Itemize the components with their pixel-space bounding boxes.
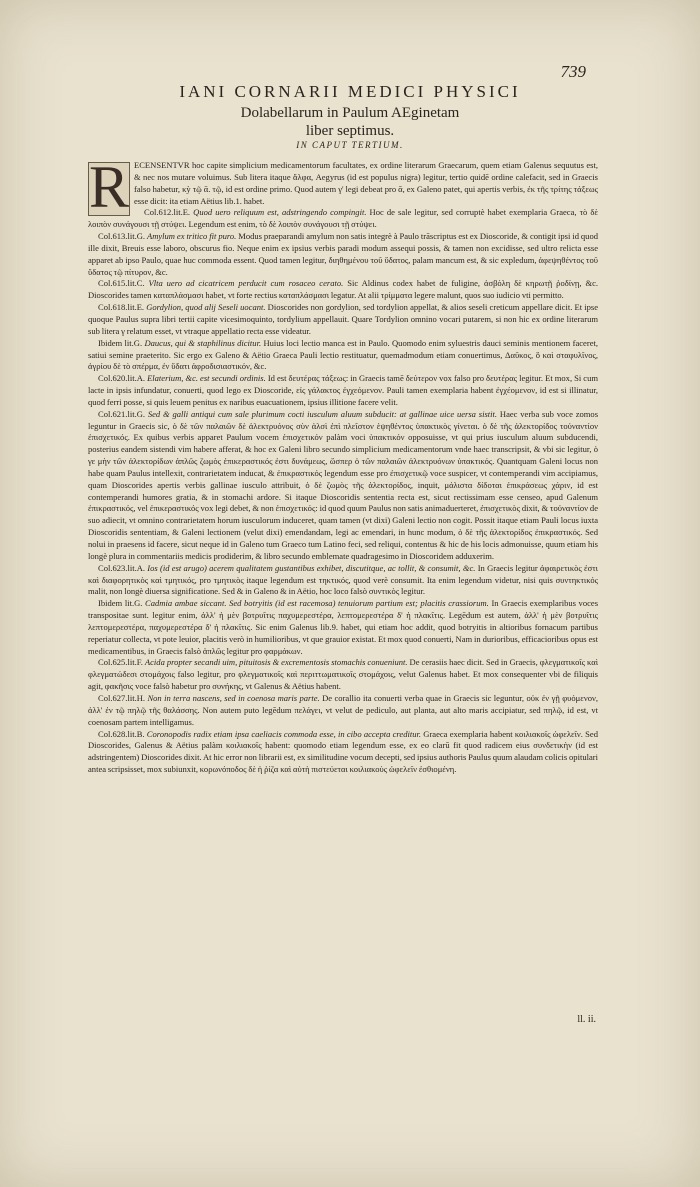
paragraph	[88, 231, 598, 278]
lemma: Amylum ex tritico fit puro.	[146, 231, 237, 242]
paragraph	[88, 693, 598, 729]
paragraph	[88, 207, 598, 231]
column-reference: Col.625.lit.F.	[98, 657, 143, 668]
paragraph	[88, 657, 598, 693]
column-reference: Col.627.lit.H.	[98, 692, 146, 703]
lemma: Vlta uero ad cicatricem perducit cum rosaceo cerato.	[148, 278, 344, 289]
chapter-title: IN CAPUT TERTIUM.	[296, 140, 404, 150]
lemma: Sed & galli antiqui cum sale plurimum cocti iusculum aluum subducit: at gallinae uice uersa sistit.	[147, 408, 498, 419]
paragraph-text: Id est δευτέρας τάξεως: in Graecis tamē δεύτερον vox falso pro δευτέρας legitur. Et mox, Si cum lacte in ipsis infundatur, conuerti, quod lego ex Dioscoride, εἰς γάλακτος ἐγχεόμενον. Pauli tamen exemplaria habent ἐγχέομενον, id est si illinatur, quod ferri posse, si quis leuem penitus ex naribus euacuationem, ipsius illitione facere velit.	[88, 373, 599, 407]
page-header	[100, 82, 600, 140]
paragraph	[88, 409, 598, 563]
paragraph-text: Dioscorides non gordylion, sed tordylion appellat, & alios seseli creticum appellare dicit. Et ipse quoque Paulus supra libri tertii capite vicesimoquinto, tordylium appellauit. Quare Tordylion omnino vocari putarem, si non hic ex ordine literarum sub litera γ relatum esset, vt vtraque appellatio recta esse videatur.	[88, 302, 598, 336]
column-reference: Ibidem lit.G.	[98, 598, 143, 609]
paragraph	[88, 373, 598, 409]
lemma: Coronopodis radix etiam ipsa caeliacis commoda esse, in cibo accepta creditur.	[146, 728, 422, 739]
column-reference: Col.615.lit.C.	[98, 278, 145, 289]
lemma: Acida propter secandi uim, pituitosis & excrementosis stomachis conueniunt.	[144, 657, 408, 668]
title-sub1: Dolabellarum in Paulum AEginetam	[240, 105, 460, 121]
column-reference: Ibidem lit.G.	[98, 337, 143, 348]
paragraph-text: Huius loci lectio manca est in Paulo. Quomodo enim syluestris dauci seminis mentionem faceret, satiui semine praeterito. Sic ergo ex Galeno & Aëtio Graeca Pauli lectio restituatur, quemadmodum etiam conuertimus, Δαῦκος, ὃ καὶ σταφυλῖνος, ἀγρίου δὲ τὸ σπέρμα, ἐν ὕδατι ἀφροδισιαστικόν, &c.	[88, 337, 599, 372]
lemma: Ios (id est arugo) acerem qualitatem gustantibus exhibet, discutitque, ac tollit, & consumit, &c.	[147, 562, 476, 573]
title-main: IANI CORNARII MEDICI PHYSICI	[179, 82, 521, 101]
paragraph-text: Modus praeparandi amylum non satis integrè à Paulo trāscriptus est ex Dioscoride, & contigit ipsi id quod ille dixit, Breuis esse laboro, obscurus fio. Neque enim ex ipsius verbis paradi modum assequi possis, & tamen non excidisse, sed ultro relicta esse apparet ab ipso Paulo, quae huc commoda essent. Quod tamen legitur, διηθημένου τοῦ ὕδατος, palam mancum est, & sic expledum, ἀφεψηθέντος τοῦ ὕδατος τῷ πίτυρον, &c.	[88, 231, 599, 277]
paragraph-text: Graeca exemplaria habent κοιλιακοῖς ὠφελεῖν. Sed Dioscorides, Galenus & Aëtius palàm κοιλιακοῖς habent: quomodo etiam legendum esse, ex eo clarū fit quod radicem eius συνδετικὴν (id est adstringentem) Dioscorides dixit. At hic error non librarii est, ex similitudine vocum decepti, sed ipsius authoris Paulus quum alaudam colicis opitulari antea scripsisset, mox subiunxit, κορωνόποδος δὲ ἡ ῥίζα καὶ αὐτὴ πιστεύεται κοιλιακοὺς ὠφελεῖν ἐσθιομένη.	[88, 728, 598, 775]
lemma: Gordylion, quod alij Seseli uocant.	[146, 302, 266, 313]
column-reference: Col.628.lit.B.	[98, 728, 145, 739]
paragraph-text: In Graecis exemplaribus voces transpositae sunt. legitur enim, ἀλλ' ἡ μὲν βοτρυῖτις παχυμερεστέρα, λεπτομερεστέρα δ' ἡ πλακῖτις. Legēdum est autem, ἀλλ' ἡ μὲν βοτρυῖτις λεπτομερεστέρα, παχυμερεστέρα δ' ἡ πλακῖτις. Sic enim Galenus lib.9. habet, qui etiam hoc addit, quod botryitis in altioribus fornacum partibus reperiatur collecta, vt pote leuior, placitis verò in humilioribus, vt que grauior existat. Et mox quod conuerti, Nam in durioribus, efficacioribus opus est medicamentibus, in Graecis falsò ἁπλῶς legitur pro φαρμάκων.	[88, 598, 599, 656]
lemma: Cadmia ambae siccant. Sed botryitis (id est racemosa) tenuiorum partium est; placitis crassiorum.	[145, 598, 489, 609]
paragraph	[88, 729, 598, 776]
lemma: Daucus, qui & staphilinus dicitur.	[144, 337, 262, 348]
paragraph	[88, 278, 598, 302]
lemma: Non in terra nascens, sed in coenosa maris parte.	[147, 692, 320, 703]
column-reference: Col.612.lit.E.	[144, 207, 191, 218]
paragraph	[88, 563, 598, 599]
paragraph-text: De corallio ita conuerti verba quae in Graecis sic leguntur, οὐκ ἐν γῇ φυόμενον, ἀλλ' ἐν τῷ πηλῷ τῆς θαλάσσης. Non autem puto legēdum πελάγει, vt velut de pediculo, aut planta, aut alto maris accipiatur, sed πηλῷ, id est, vt coenosam partem intelligamus.	[88, 692, 598, 727]
paragraph-text: Haec verba sub voce zomos leguntur in Graecis sic, ὁ δὲ τῶν παλαιῶν δὲ ἀλεκτρυόνος σὺν ἁλσὶ ἐπὶ πλεῖστον ἑψηθέντος ὑπακτικὸς γίνεται. ὁ δὲ τῆς ἀλεκτορίδος τοὐναντίον ἐπισχετικός. Ex quibus verbis apparet Paulum vocem ἐπισχετικόν palàm voci ὑπακτικόν opposuisse, vt qui prius iusculum aluum subducendi, posterius eandem sistendi vim habere afferat, & hoc ex Galeni libro secundo simplicium medicamentorum vnde haec transcripsit, & vbi sic legitur, ὁ γε μὴν τῶν ἀλεκτορίδων ἀπλῶς ζωμὸς ἐπικεραστικός ἐστι δυνάμεως, ὥσπερ ὁ τῶν παλαιῶν ἀλεκτρυόνων ὑπακτικός. Quantquam Galeni locus non habe quam Paulus intellexit, contrarietatem inducat, & ἐπικραστικός legendum esse pro ἐπισχετικῷ voce suspicer, vt contemperandi vim accipiamus, quam Dioscorides apertis verbis gallinae iusculo attribuit, ὁ δὲ ζωμὸς τῆς ἀλεκτορίδος, inquit, μάλιστα δίδοται ἐπικράσεως χάριν, id est contemperandi humores gratia, & in stomachi ardore. Si itaque Dioscoridis sententia recta est, sicut rectissimam esse censeo, apud Galenum ἐπικραστικός, vel ἐπικεραστικός vox legi debet, & non ἐπισχετικός: id quod quum Paulus non satis animaduerteret, ἐπισχετικὸς dixit, & τοὐναντίον de suo adiecit, vt omnino contrarietatem horum iusculorum induceret, quam tamen (vt dixi) Galeni lectio non cogit. Possit itaque etiam Pauli locus iuxta Dioscoridis sententiam, & Galeni lectionem (velut dixi) emendandam, legi ac emendari, in hunc modum, ὁ δὲ τῆς ἀλεκτορίδος ἐπικραστικός. Sed nolui in praesens id facere, sicut neque id in Galeno tum Graeco tum Latino feci, sed reliqui, contentus & hic de his locis admonuisse, quum etiam his longè plura in commentariis medicis prodiderim, & libro secundo emblemate quadragesimo in Dioscoridem adduxerim.	[88, 408, 599, 561]
paragraph-text: De cerasiis haec dicit. Sed in Graecis, φλεγματικοῖς καὶ φλεγματώδεσι στομάχοις falso legitur, pro φλεγματικοῖς καὶ περιττωματικοῖς στομάχοις, velut Galenus habet. Et mox consequenter vbi de filiquis agit, φακῆσις voce falsò habetur pro συνήκης, vt Galenus & Aëtius habent.	[88, 657, 599, 692]
paragraph-text: In Graecis legitur ἀφαιρετικὸς ἐστι καὶ διαφορητικὸς καὶ τμητικός, pro τμητικὸς itaque legendum est τηκτικός, quod verè consumit. Ita enim legendum videtur, nisi quis συντηκτικός malit, non longè diuersa significatione. Sed & in Galeno & in Aëtio, hoc loco falsò συντικὸς legitur.	[88, 562, 598, 597]
lemma: Quod uero reliquum est, adstringendo compingit.	[193, 207, 367, 218]
column-reference: Col.613.lit.G.	[98, 231, 146, 242]
dropcap-initial: R	[89, 154, 130, 220]
signature-mark: ll. ii.	[577, 1014, 596, 1025]
paragraph-text: ECENSENTVR hoc capite simplicium medicamentorum facultates, ex ordine literarum Graecarum, quem etiam Galenus sequutus est, & nec nos mutare voluimus. Sub litera itaque ἄλφα, Aegyrus (id est populus nigra) legitur, tertio quidē ordine calefacit, sed in Graecis falso habetur, κỳ τῷ ᾱ. τῷ, id est ordine primo. Quod autem γ' legi debeat pro ᾱ, ex Galeno patet, qui apertis verbis, ἐκ τῆς τρίτης τάξεως esse dicit: ita etiam Aëtius lib.1. habet.	[134, 160, 598, 206]
paragraph	[88, 598, 598, 657]
column-reference: Col.621.lit.G.	[98, 408, 146, 419]
body-text	[88, 154, 599, 776]
column-reference: Col.618.lit.E.	[98, 302, 145, 313]
page-number: 739	[560, 62, 586, 81]
paragraph	[88, 302, 598, 338]
title-sub2: liber septimus.	[305, 123, 395, 139]
lemma: Elaterium, &c. est secundi ordinis.	[147, 373, 266, 384]
paragraph-text: Hoc de sale legitur, sed corruptè habet exemplaria Graeca, τὸ δὲ λοιπὸν συνάγουσι τῇ στύψει. Legendum est enim, τὸ δὲ λοιπὸν συνάγουσι τῇ στύψει.	[88, 207, 598, 230]
paragraph	[88, 338, 598, 374]
paragraph-text: Sic Aldinus codex habet de fuligine, ἀσβόλη δὲ κηρωτῇ ῥοδίνῃ, &c. Dioscorides tamen καταπλάσμασι habet, vt forte rectius καταπλάσμασι legatur. At alii τρίμματα legere malunt, quos suo iudicio vti permitto.	[88, 278, 599, 301]
column-reference: Col.620.lit.A.	[98, 373, 146, 384]
column-reference: Col.623.lit.A.	[98, 562, 146, 573]
